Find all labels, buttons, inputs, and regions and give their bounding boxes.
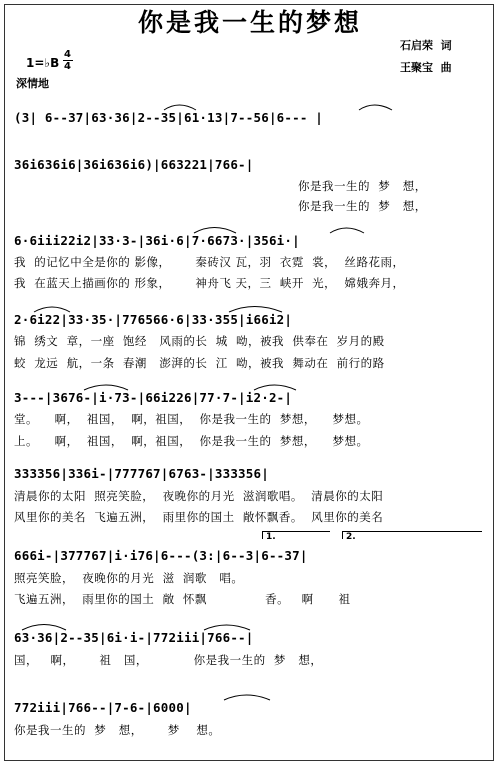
lyric-line: 风里你的美名 飞遍五洲， 雨里你的国土 敞怀飘香。 风里你的美名 (14, 510, 384, 524)
time-signature-bottom: 4 (64, 61, 71, 72)
notation-line-3 (14, 233, 490, 251)
volta-1-edge (262, 531, 263, 539)
lyric-line: 清晨你的太阳 照亮笑脸， 夜晚你的月光 滋润歌唱。 清晨你的太阳 (14, 489, 384, 503)
notation-line-5 (14, 390, 490, 408)
lyricist-credit: 石启荣 词 (400, 39, 452, 52)
notation-line-7 (14, 548, 490, 566)
notation-text: 333356|336i-|777767|6763-|333356| (14, 466, 269, 481)
notation-line-4 (14, 312, 490, 330)
lyric-line: 蛟 龙远 航，一条 春潮 澎湃的长 江 呦，被我 舞动在 前行的路 (14, 356, 385, 370)
lyric-line: 你是我一生的 梦 想， (298, 199, 427, 213)
lyric-line: 飞遍五洲， 雨里你的国土 敞 怀飘 香。 啊 祖 (14, 592, 351, 606)
song-title: 你是我一生的梦想 (137, 8, 362, 37)
notation-text: 6·6iii22i2|33·3-|36i·6|7·6673·|356i·| (14, 233, 300, 248)
lyric-line: 锦 绣文 章，一座 饱经 风雨的长 城 呦，被我 供奉在 岁月的殿 (14, 334, 385, 348)
notation-text: 666i-|377767|i·i76|6---(3:|6--3|6--37| (14, 548, 308, 563)
notation-line-2 (14, 157, 490, 175)
key-signature: 1=♭B (26, 56, 60, 70)
lyric-line: 我 的记忆中全是你的 影像， 秦砖汉 瓦，羽 衣霓 裳， 丝路花雨， (14, 255, 405, 269)
volta-2-bracket (342, 531, 482, 532)
notation-text: (3| 6--37|63·36|2--35|61·13|7--56|6--- | (14, 110, 324, 125)
volta-2-edge (342, 531, 343, 539)
notation-text: 3---|3676-|i·73-|66i226|77·7-|i2·2-| (14, 390, 293, 405)
lyric-line: 照亮笑脸， 夜晚你的月光 滋 润歌 唱。 (14, 571, 244, 585)
notation-line-1 (14, 110, 490, 128)
lyric-line: 上。 啊， 祖国， 啊，祖国， 你是我一生的 梦想， 梦想。 (14, 434, 369, 448)
tempo-marking: 深情地 (16, 77, 49, 90)
lyric-line: 国， 啊， 祖 国， 你是我一生的 梦 想， (14, 653, 323, 667)
volta-2-label: 2. (346, 532, 356, 542)
lyric-line: 你是我一生的 梦 想， 梦 想。 (14, 723, 221, 737)
lyric-line: 堂。 啊， 祖国， 啊，祖国， 你是我一生的 梦想， 梦想。 (14, 412, 369, 426)
lyric-line: 我 在蓝天上描画你的 形象， 神舟飞 天，三 峡开 光， 嫦娥奔月， (14, 276, 405, 290)
notation-text: 772iii|766--|7-6-|6000| (14, 700, 192, 715)
volta-1-label: 1. (266, 532, 276, 542)
composer-credit: 王聚宝 曲 (400, 61, 452, 74)
notation-text: 36i636i6|36i636i6)|663221|766-| (14, 157, 254, 172)
notation-line-9 (14, 700, 490, 718)
lyric-line: 你是我一生的 梦 想， (298, 179, 427, 193)
notation-text: 63·36|2--35|6i·i-|772iii|766--| (14, 630, 254, 645)
notation-line-8 (14, 630, 490, 648)
time-signature-top: 4 (64, 49, 71, 60)
notation-text: 2·6i22|33·35·|776566·6|33·355|i66i2| (14, 312, 293, 327)
notation-line-6 (14, 466, 490, 484)
